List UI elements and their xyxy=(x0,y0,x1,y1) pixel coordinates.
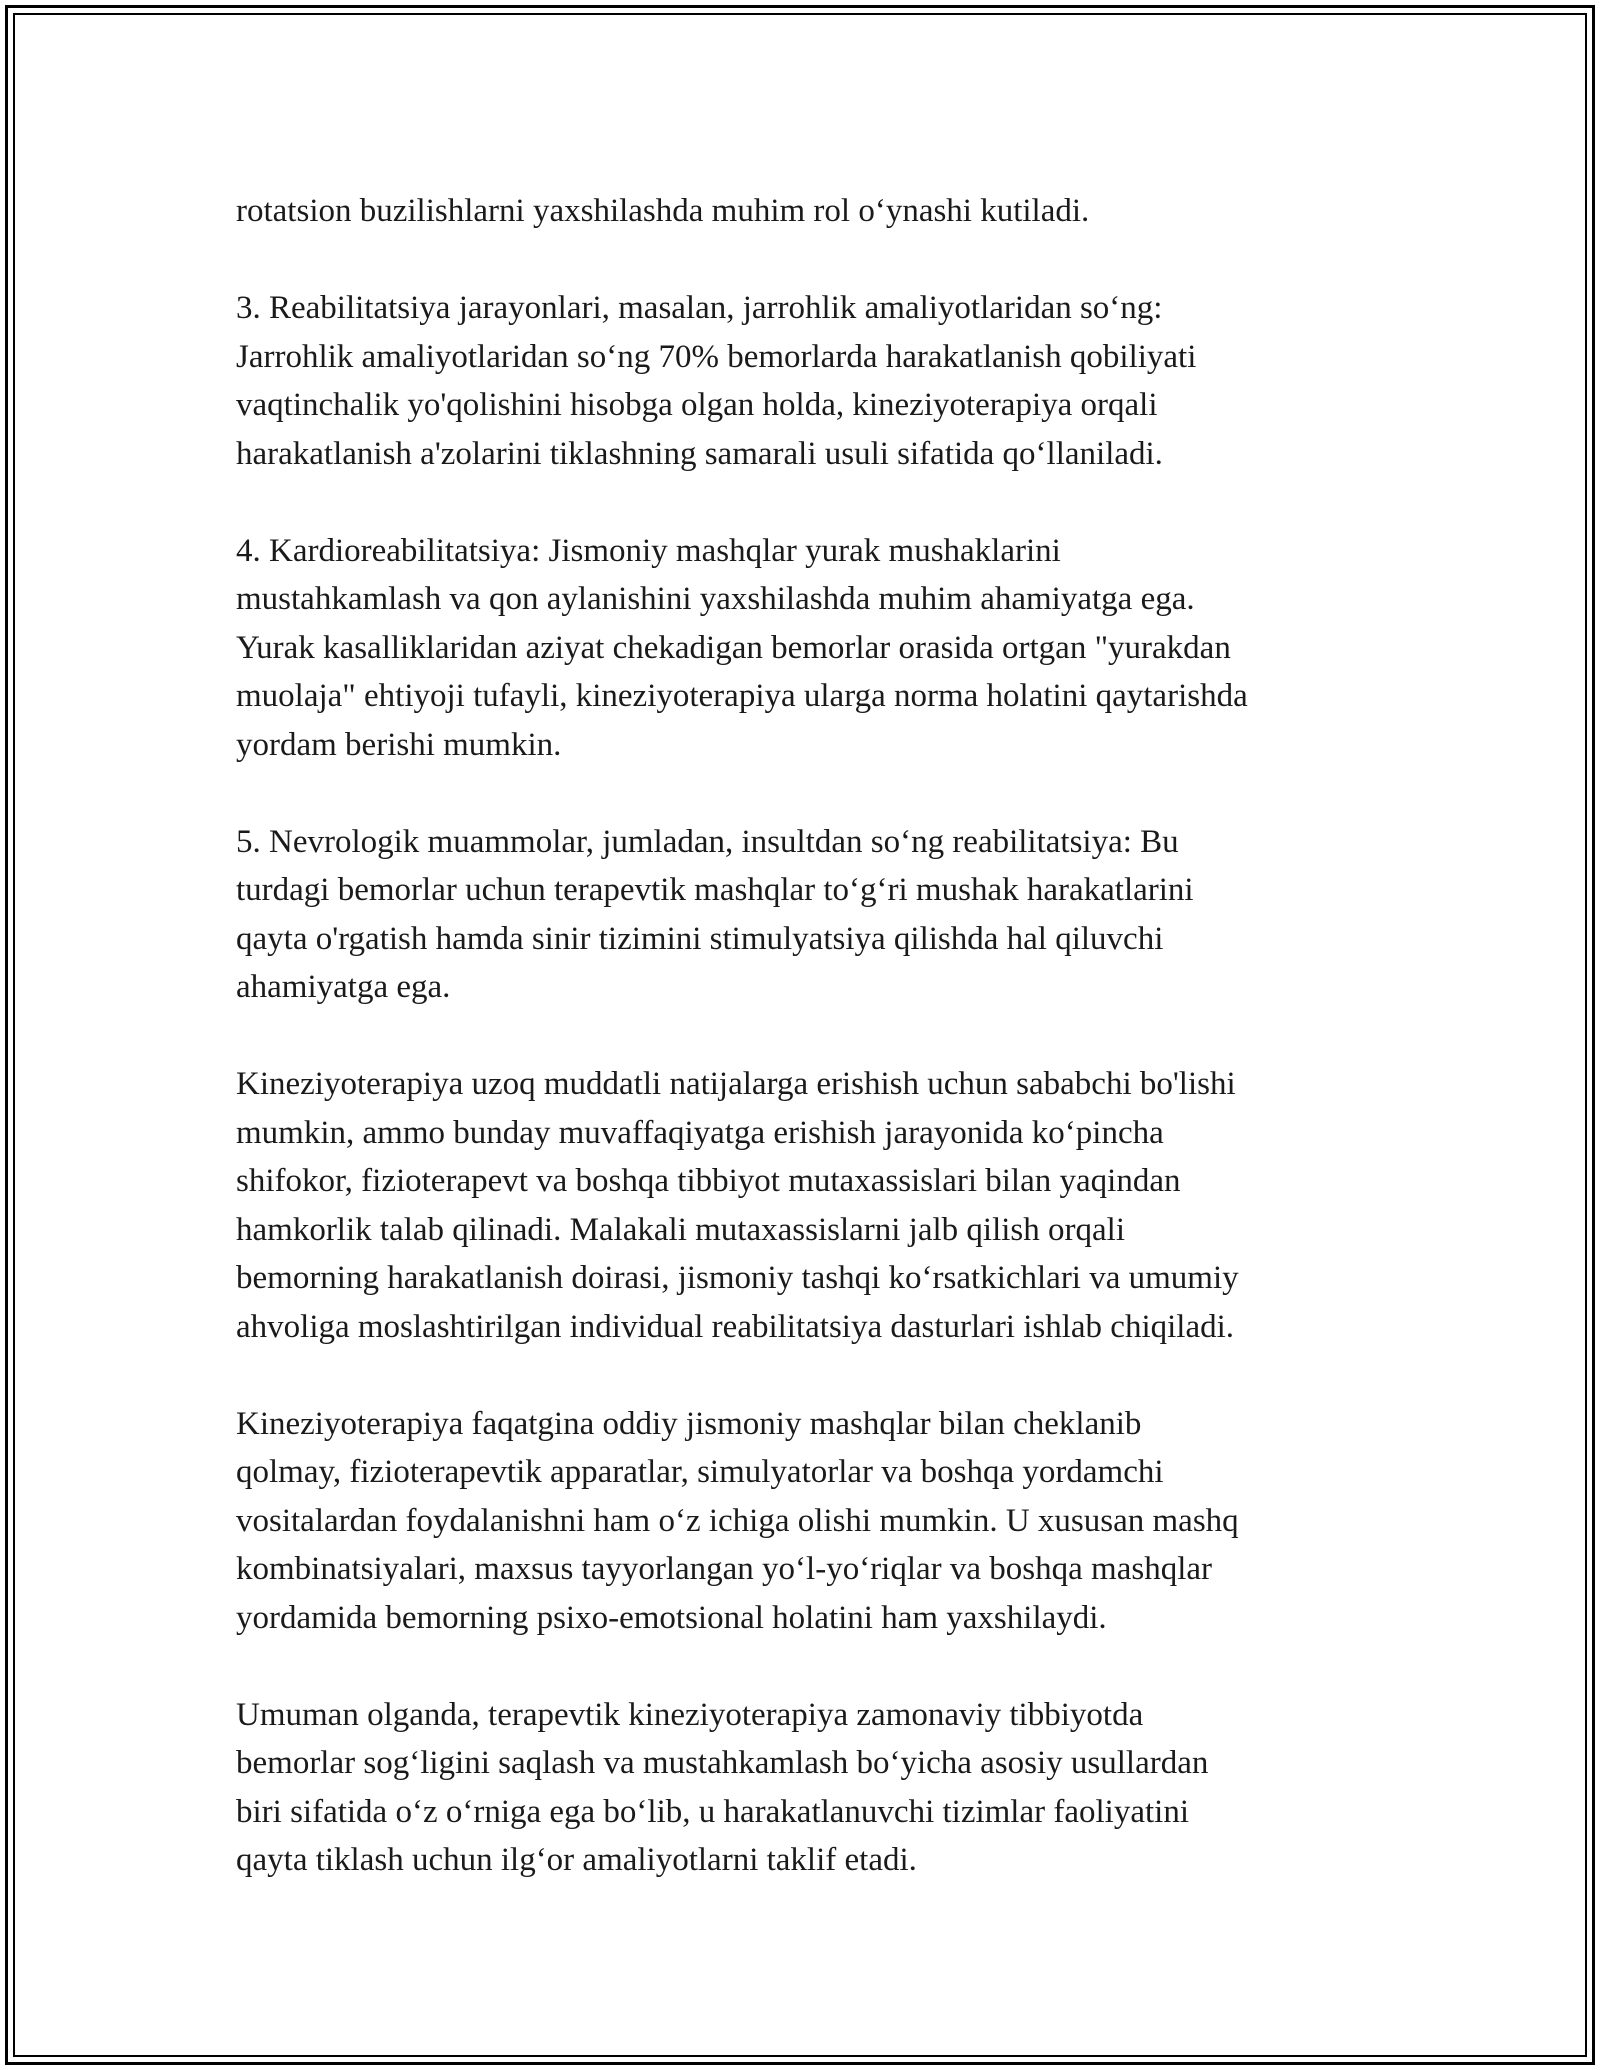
document-body xyxy=(236,187,1386,1885)
paragraph-conclusion: Umuman olganda, terapevtik kineziyoterapiya zamonaviy tibbiyotda bemorlar sog‘ligini saqlash va mustahkamlash bo‘yicha asosiy usullardan biri sifatida o‘z o‘rniga ega bo‘lib, u harakatlanuvchi tizimlar faoliyatini qayta tiklash uchun ilg‘or amaliyotlarni taklif etadi. xyxy=(236,1696,1209,1878)
paragraph-specialist-collaboration: Kineziyoterapiya uzoq muddatli natijalarga erishish uchun sababchi bo'lishi mumkin, ammo bunday muvaffaqiyatga erishish jarayonida ko‘pincha shifokor, fizioterapevt va boshqa tibbiyot mutaxassislari bilan yaqindan hamkorlik talab qilinadi. Malakali mutaxassislarni jalb qilish orqali bemorning harakatlanish doirasi, jismoniy tashqi ko‘rsatkichlari va umumiy ahvoliga moslashtirilgan individual reabilitatsiya dasturlari ishlab chiqiladi. xyxy=(236,1066,1239,1345)
paragraph-equipment-and-exercises: Kineziyoterapiya faqatgina oddiy jismoniy mashqlar bilan cheklanib qolmay, fizioterapevtik apparatlar, simulyatorlar va boshqa yordamchi vositalardan foydalanishni ham o‘z ichiga olishi mumkin. U xususan mashq kombinatsiyalari, maxsus tayyorlangan yo‘l-yo‘riqlar va boshqa mashqlar yordamida bemorning psixo-emotsional holatini ham yaxshilaydi. xyxy=(236,1405,1239,1636)
paragraph-neurological-rehabilitation: 5. Nevrologik muammolar, jumladan, insultdan so‘ng reabilitatsiya: Bu turdagi bemorlar uchun terapevtik mashqlar to‘g‘ri mushak harakatlarini qayta o'rgatish hamda sinir tizimini stimulyatsiya qilishda hal qiluvchi ahamiyatga ega. xyxy=(236,823,1194,1005)
paragraph-cardio-rehabilitation: 4. Kardioreabilitatsiya: Jismoniy mashqlar yurak mushaklarini mustahkamlash va qon aylanishini yaxshilashda muhim ahamiyatga ega. Yurak kasalliklaridan aziyat chekadigan bemorlar orasida ortgan "yurakdan muolaja" ehtiyoji tufayli, kineziyoterapiya ularga norma holatini qaytarishda yordam berishi mumkin. xyxy=(236,532,1248,763)
paragraph-surgical-rehabilitation: 3. Reabilitatsiya jarayonlari, masalan, jarrohlik amaliyotlaridan so‘ng: Jarrohlik amaliyotlaridan so‘ng 70% bemorlarda harakatlanish qobiliyati vaqtinchalik yo'qolishini hisobga olgan holda, kineziyoterapiya orqali harakatlanish a'zolarini tiklashning samarali usuli sifatida qo‘llaniladi. xyxy=(236,290,1197,472)
paragraph-rotational-disorders: rotatsion buzilishlarni yaxshilashda muhim rol o‘ynashi kutiladi. xyxy=(236,193,1090,229)
